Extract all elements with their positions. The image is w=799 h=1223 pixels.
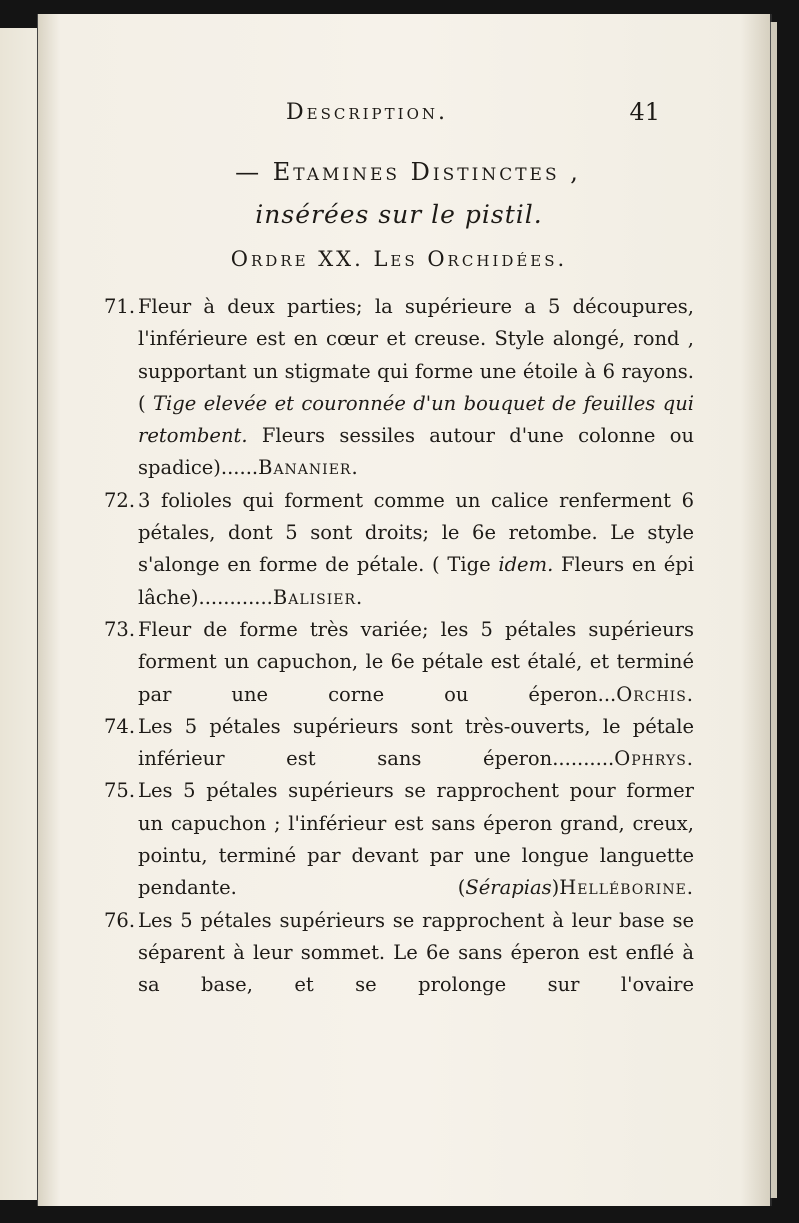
entry-73 — [104, 614, 694, 711]
entry-number: 71. — [104, 295, 136, 318]
entry-76 — [104, 905, 694, 1002]
entry-number: 72. — [104, 488, 136, 512]
entry-text: Fleur à deux parties; la supérieure a 5 découpures, l'inférieure est en cœur et creuse. Style alongé, rond , supportant un stigmate qui forme une étoile à 6 rayons. ( — [138, 295, 694, 415]
plant-name: Bananier. — [258, 456, 359, 480]
entry-number: 74. — [104, 714, 136, 738]
entry-text: Fleur de forme très variée; les 5 pétales supérieurs forment un capuchon, le 6e pétale est étalé, et terminé par une corne ou éperon... — [138, 617, 694, 706]
running-title: Description. — [286, 100, 448, 125]
entry-tail: Fleurs sessiles autour d'une colonne ou spadice)...... — [138, 424, 694, 480]
page-number: 41 — [629, 98, 660, 126]
entry-list — [104, 291, 694, 1002]
page-fore-edge — [770, 22, 777, 1198]
order-heading: Ordre XX. Les Orchidées. — [230, 247, 568, 271]
running-header — [104, 96, 694, 140]
entry-tail: ) — [551, 876, 560, 900]
entry-74 — [104, 711, 694, 776]
plant-name: Helléborine. — [559, 876, 694, 900]
entry-number: 76. — [104, 908, 136, 932]
plant-name: Balisier. — [272, 585, 364, 609]
entry-italic: idem. — [498, 553, 554, 577]
entry-number: 75. — [104, 779, 136, 803]
entry-italic: Tige elevée et couronnée d'un bouquet de feuilles qui retombent. — [138, 391, 695, 448]
entry-text: Les 5 pétales supérieurs se rapprochent à leur base se séparent à leur sommet. Le 6e sans éperon est enflé à sa base, et se prolonge sur l'ovaire — [138, 908, 694, 997]
entry-text: Les 5 pétales supérieurs sont très-ouverts, le pétale inférieur est sans éperon.......... — [138, 714, 694, 771]
entry-75 — [104, 775, 694, 904]
entry-72 — [104, 485, 694, 614]
entry-italic: Sérapias — [465, 876, 552, 900]
entry-tail: Fleurs en épi lâche)............ — [138, 553, 694, 609]
entry-text: 3 folioles qui forment comme un calice renferment 6 pétales, dont 5 sont droits; le 6e retombe. Le style s'alonge en forme de pétale. ( Tige — [138, 488, 694, 577]
section-title: — Etamines Distinctes , — [235, 158, 581, 186]
entry-text: Les 5 pétales supérieurs se rapprochent pour former un capuchon ; l'inférieur est sans éperon grand, creux, pointu, terminé par devant par une longue languette pendante. ( — [138, 779, 694, 900]
page-content — [104, 96, 694, 1002]
entry-71 — [104, 291, 694, 485]
plant-name: Orchis. — [616, 682, 694, 706]
entry-number: 73. — [104, 617, 136, 641]
section-subtitle: insérées sur le pistil. — [255, 200, 543, 229]
plant-name: Ophrys. — [614, 747, 694, 771]
